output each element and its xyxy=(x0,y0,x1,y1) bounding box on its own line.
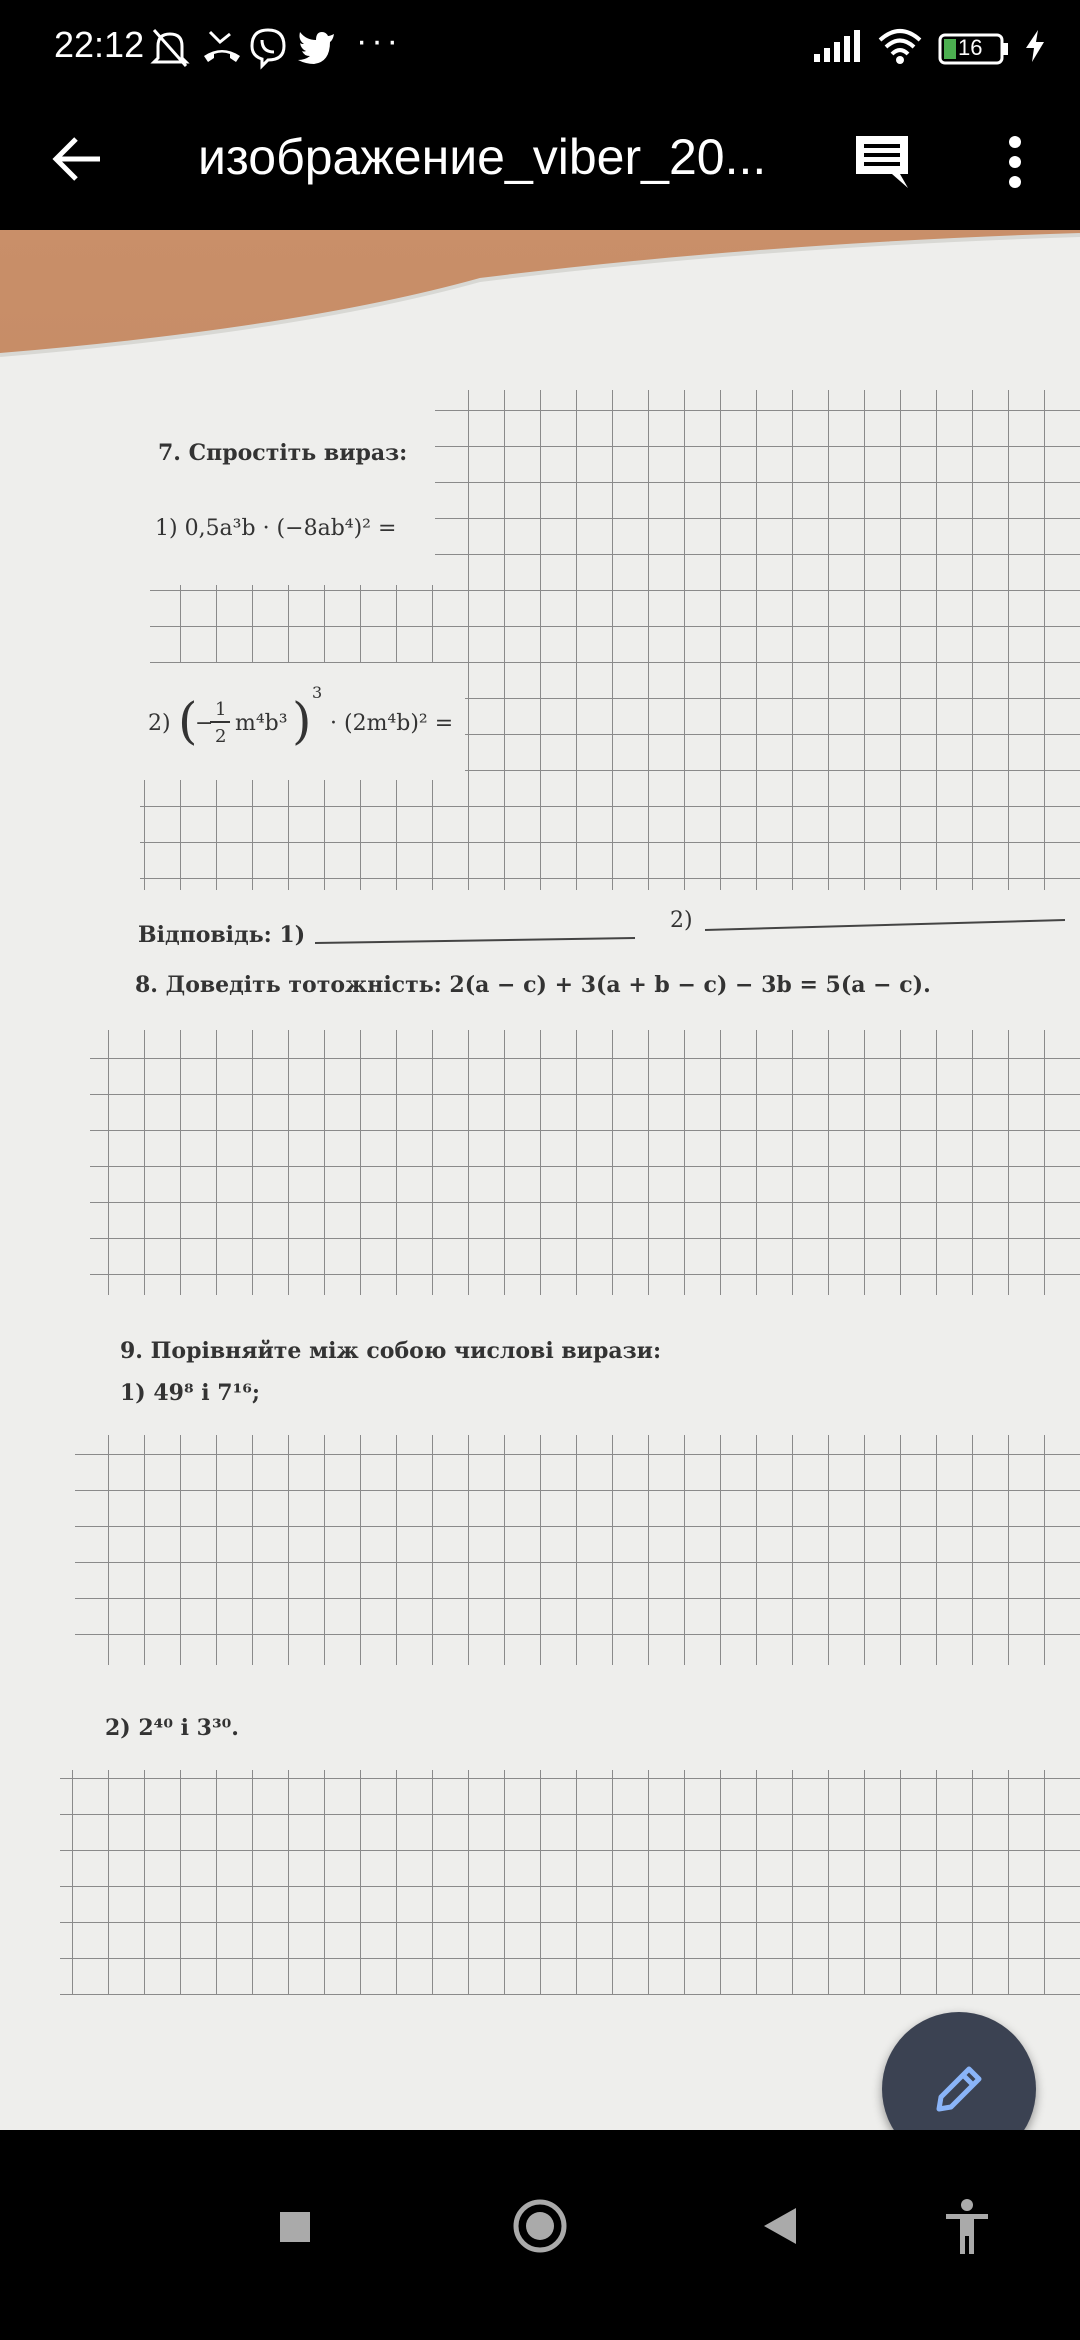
status-right xyxy=(812,26,1046,71)
worksheet-photo xyxy=(0,230,1080,2130)
arrow-left-icon xyxy=(48,130,106,188)
twitter-icon xyxy=(296,26,336,71)
task7-expr2-exp: 3 xyxy=(312,683,323,702)
task8: 8. Доведіть тотожність: 2(a − c) + 3(a + b − c) − 3b = 5(a − c). xyxy=(135,972,931,998)
more-notifications-icon: ··· xyxy=(356,22,402,60)
task7-expr2-mid: m⁴b³ xyxy=(235,711,288,736)
grid-task9-2 xyxy=(60,1770,1080,1995)
task7-expr1: 1) 0,5a³b · (−8ab⁴)² = xyxy=(155,516,397,541)
answer-2-label: 2) xyxy=(670,908,693,933)
paren-open: ( xyxy=(178,692,198,750)
task7-expr2-suffix: · (2m⁴b)² = xyxy=(330,711,454,736)
viber-icon xyxy=(248,26,288,75)
triangle-back-icon xyxy=(762,2206,798,2246)
task9-title: 9. Порівняйте між собою числові вирази: xyxy=(120,1338,662,1364)
photo-viewer[interactable] xyxy=(0,230,1080,2130)
accessibility-icon xyxy=(942,2198,992,2256)
comment-button[interactable] xyxy=(852,132,912,197)
comment-icon xyxy=(852,132,912,192)
answer-label: Відповідь: 1) xyxy=(138,922,306,948)
square-icon xyxy=(278,2210,312,2244)
task7-title: 7. Спростіть вираз: xyxy=(158,440,408,466)
task7-expr2-prefix: 2) xyxy=(148,711,171,736)
dnd-bell-icon xyxy=(150,26,190,75)
signal-icon xyxy=(812,28,862,69)
app-title: изображение_viber_20... xyxy=(198,129,767,185)
recents-button[interactable] xyxy=(278,2210,312,2249)
status-bar xyxy=(0,0,1080,100)
accessibility-button[interactable] xyxy=(942,2198,992,2261)
back-button[interactable] xyxy=(48,130,106,193)
paren-close: ) xyxy=(292,692,312,750)
task9-2: 2) 2⁴⁰ і 3³⁰. xyxy=(105,1715,239,1741)
overflow-menu-button[interactable] xyxy=(1000,132,1030,197)
frac-num: 1 xyxy=(215,699,227,720)
app-bar xyxy=(0,100,1080,230)
wifi-icon xyxy=(876,26,924,71)
minus-sign: − xyxy=(195,711,214,736)
more-vert-icon xyxy=(1000,132,1030,192)
back-nav-button[interactable] xyxy=(762,2206,798,2251)
circle-icon xyxy=(512,2198,568,2254)
pencil-icon xyxy=(929,2059,989,2119)
missed-call-icon xyxy=(200,26,244,75)
task9-1: 1) 49⁸ і 7¹⁶; xyxy=(120,1380,261,1406)
battery-icon xyxy=(938,32,1010,66)
nav-bar xyxy=(0,2130,1080,2340)
grid-task9-1 xyxy=(75,1435,1080,1665)
home-button[interactable] xyxy=(512,2198,568,2259)
frac-den: 2 xyxy=(215,726,227,747)
charging-icon xyxy=(1024,28,1046,69)
grid-task8 xyxy=(90,1030,1080,1295)
battery-level: 16 xyxy=(958,34,983,60)
status-time: 22:12 xyxy=(54,24,145,65)
